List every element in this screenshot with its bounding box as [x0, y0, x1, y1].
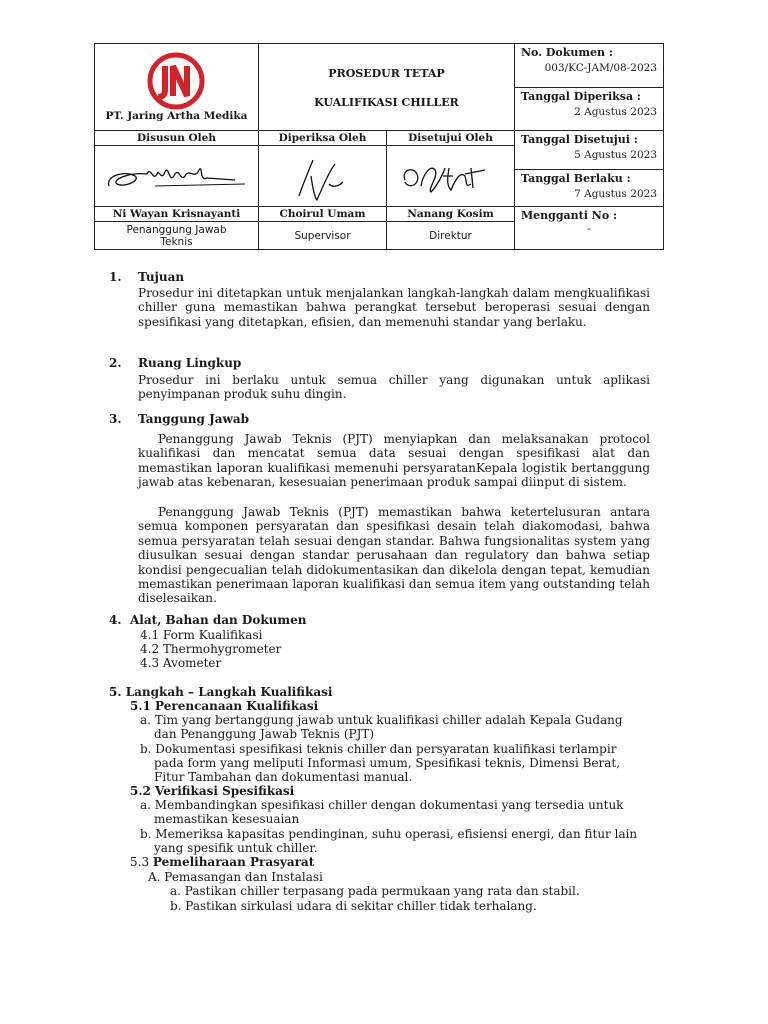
signature-icon	[95, 146, 259, 212]
section-4-item: 4.3 Avometer	[140, 656, 222, 670]
col-approved-by: Disetujui Oleh	[387, 131, 515, 146]
col-prepared-by: Disusun Oleh	[95, 131, 259, 146]
company-name: PT. Jaring Artha Medika	[105, 110, 248, 122]
role-prepared-line-1: Penanggung Jawab	[126, 223, 227, 236]
effective-date-cell	[515, 170, 664, 207]
document-header-table	[94, 43, 664, 250]
replaces-value: -	[587, 223, 591, 235]
section-5-2-a-line-2: memastikan kesesuaian	[154, 812, 300, 826]
section-4-number: 4.	[109, 613, 122, 627]
section-5-1-b-line-1: b. Dokumentasi spesifikasi teknis chiller dan persyaratan kualifikasi terlampir	[140, 742, 617, 756]
section-5-1-a-line-2: dan Penanggung Jawab Teknis (PJT)	[154, 727, 375, 741]
section-4-title: Alat, Bahan dan Dokumen	[130, 613, 307, 627]
section-1-number: 1.	[109, 270, 122, 284]
section-5-1-a-line-1: a. Tim yang bertanggung jawab untuk kualifikasi chiller adalah Kepala Gudang	[140, 713, 623, 727]
section-5-3-A-b: b. Pastikan sirkulasi udara di sekitar chiller tidak terhalang.	[170, 899, 537, 913]
section-2-text: Prosedur ini berlaku untuk semua chiller yang digunakan untuk aplikasi penyimpanan produk suhu dingin.	[138, 373, 650, 402]
section-5-3-A: A. Pemasangan dan Instalasi	[148, 870, 323, 884]
approved-date-label: Tanggal Disetujui :	[521, 133, 638, 146]
checked-date-value: 2 Agustus 2023	[574, 105, 657, 118]
name-checked: Choirul Umam	[259, 207, 387, 222]
section-5-1-b-line-3: Fitur Tambahan dan dokumentasi manual.	[154, 770, 413, 784]
replaces-label: Mengganti No :	[521, 209, 618, 222]
doc-number-label: No. Dokumen :	[521, 46, 613, 59]
role-prepared-line-2: Teknis	[160, 235, 193, 248]
effective-date-label: Tanggal Berlaku :	[521, 172, 631, 185]
checked-date-label: Tanggal Diperiksa :	[521, 89, 641, 103]
section-3-paragraph-2: Penanggung Jawab Teknis (PJT) memastikan bahwa ketertelusuran antara semua komponen persyaratan dan spesifikasi desain telah diakomodasi, bahwa semua persyaratan telah sesuai dengan standar. Bahwa fungsionalitas system yang diusulkan sesuai dengan standar perusahaan dan regulatory dan bahwa setiap kondisi pengecualian telah didokumentasikan dan dikelola dengan tepat, kemudian memastikan penerimaan laporan kualifikasi dan semua item yang outstanding telah diselesaikan.	[138, 505, 650, 606]
section-5-3-A-a: a. Pastikan chiller terpasang pada permukaan yang rata dan stabil.	[170, 884, 580, 898]
signature-prepared	[95, 146, 259, 207]
role-prepared	[95, 222, 259, 250]
section-5-1-b-line-2: pada form yang meliputi Informasi umum, Spesifikasi teknis, Dimensi Berat,	[154, 756, 621, 770]
section-3-paragraph-1: Penanggung Jawab Teknis (PJT) menyiapkan dan melaksanakan protocol kualifikasi dan mencatat semua data sesuai dengan spesifikasi alat dan memastikan laporan kualifikasi memenuhi persyaratanKepala logistik bertanggung jawab atas kebenaran, kesesuaian penerimaan produk sampai diinput di sistem.	[138, 432, 650, 490]
section-4-item: 4.1 Form Kualifikasi	[140, 628, 263, 642]
doc-number-value: 003/KC-JAM/08-2023	[544, 62, 657, 74]
section-5-2-b-line-1: b. Memeriksa kapasitas pendinginan, suhu operasi, efisiensi energi, dan fitur lain	[140, 827, 638, 841]
logo-cell	[95, 44, 259, 131]
section-5-3-heading	[130, 855, 314, 869]
role-checked: Supervisor	[259, 222, 387, 250]
doc-number-cell	[515, 44, 664, 88]
section-2-number: 2.	[109, 356, 122, 370]
signature-icon	[259, 146, 387, 212]
section-5-title: 5. Langkah – Langkah Kualifikasi	[109, 685, 333, 699]
checked-date-cell	[515, 87, 664, 131]
document-title	[259, 44, 515, 131]
approved-date-value: 5 Agustus 2023	[574, 149, 657, 161]
col-checked-by: Diperiksa Oleh	[259, 131, 387, 146]
company-logo	[139, 52, 213, 110]
section-1-text: Prosedur ini ditetapkan untuk menjalankan langkah-langkah dalam mengkualifikasi chiller guna memastikan bahwa perangkat tersebut beroperasi sesuai dengan spesifikasi yang ditetapkan, efisien, dan memenuhi standar yang berlaku.	[138, 286, 650, 329]
section-5-3-prefix: 5.3	[130, 855, 153, 869]
replaces-cell	[515, 207, 664, 250]
section-5-2-title: 5.2 Verifikasi Spesifikasi	[130, 784, 295, 798]
section-1-title: Tujuan	[138, 270, 185, 284]
name-prepared: Ni Wayan Krisnayanti	[95, 207, 259, 222]
section-3-number: 3.	[109, 412, 122, 426]
section-2-title: Ruang Lingkup	[138, 356, 242, 370]
name-approved: Nanang Kosim	[387, 207, 515, 222]
role-approved: Direktur	[387, 222, 515, 250]
approved-date-cell	[515, 131, 664, 170]
section-5-3-title: Pemeliharaan Prasyarat	[152, 855, 315, 869]
section-5-2-b-line-2: yang spesifik untuk chiller.	[154, 841, 318, 855]
section-5-1-title: 5.1 Perencanaan Kualifikasi	[130, 699, 319, 713]
signature-checked	[259, 146, 387, 207]
signature-approved	[387, 146, 515, 207]
section-4-item: 4.2 Thermohygrometer	[140, 642, 282, 656]
title-line-1: PROSEDUR TETAP	[328, 67, 445, 80]
section-5-2-a-line-1: a. Membandingkan spesifikasi chiller dengan dokumentasi yang tersedia untuk	[140, 798, 624, 812]
signature-icon	[387, 146, 515, 212]
effective-date-value: 7 Agustus 2023	[574, 188, 657, 200]
title-line-2: KUALIFIKASI CHILLER	[314, 96, 459, 109]
section-3-title: Tanggung Jawab	[138, 412, 250, 426]
